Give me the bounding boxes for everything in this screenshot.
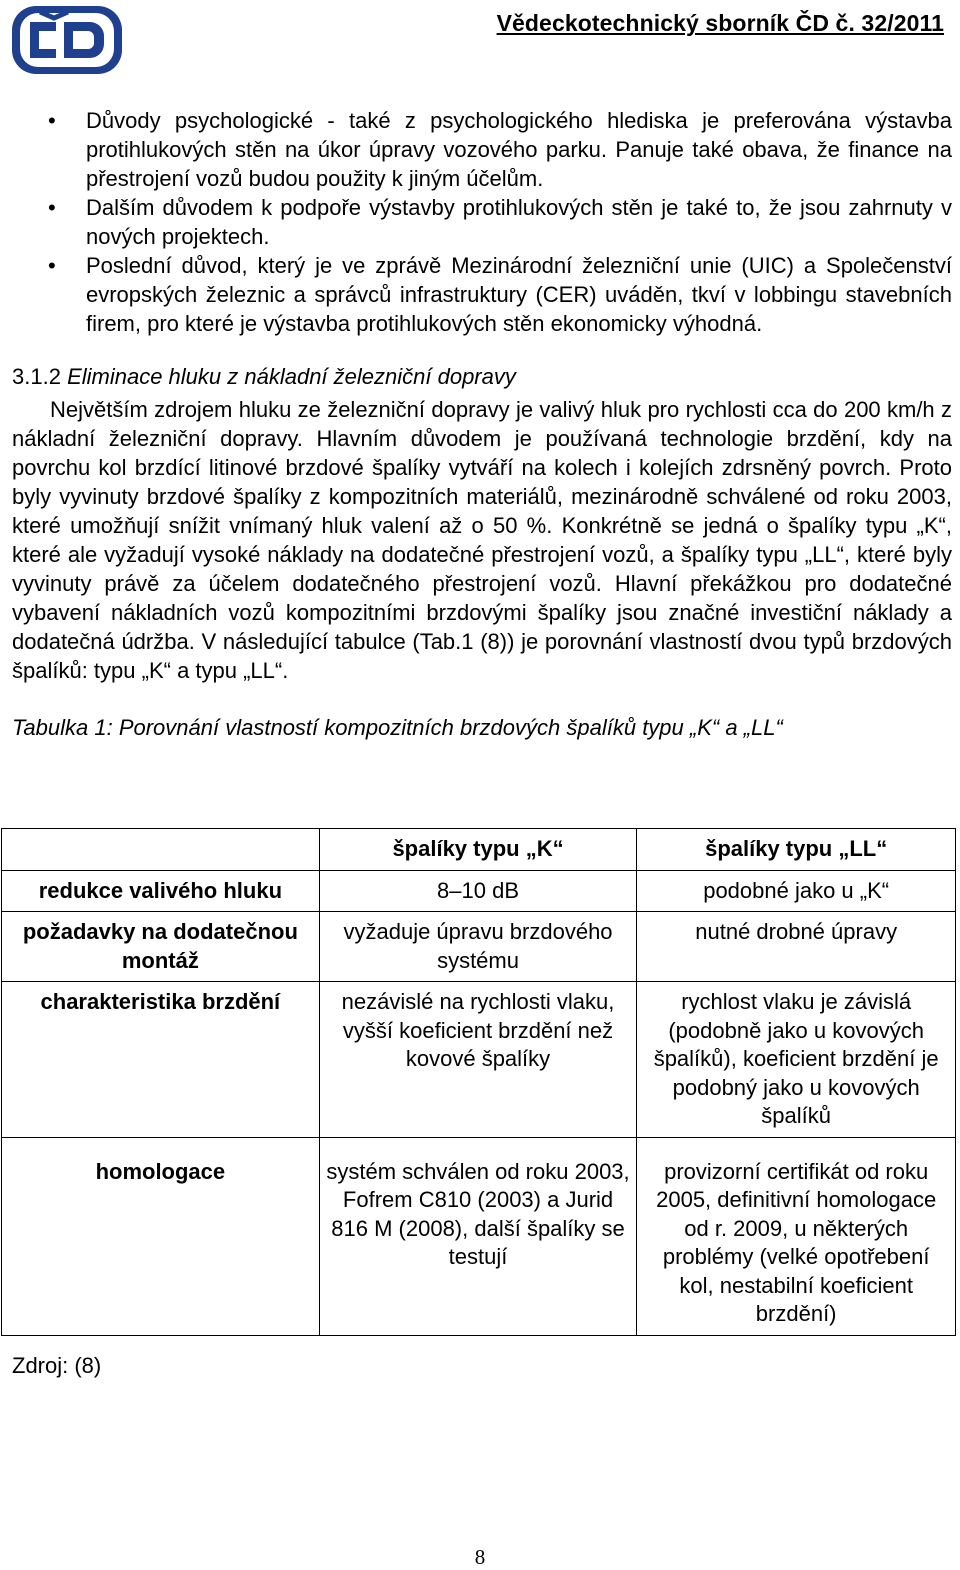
table-source: Zdroj: (8) xyxy=(12,1353,102,1378)
table-header-row xyxy=(2,829,956,871)
list-item: • Důvody psychologické - také z psychologického hlediska je preferována výstavba protihlukových stěn na úkor úpravy vozového parku. Panuje také obava, že finance na přestrojení vozů budou použity k jiným účelům. xyxy=(12,106,952,193)
list-item: • Poslední důvod, který je ve zprávě Mezinárodní železniční unie (UIC) a Společenství evropských železnic a správců infrastruktury (CER) uváděn, tkví v lobbingu stavebních firem, pro které je výstavba protihlukových stěn ekonomicky výhodná. xyxy=(12,251,952,338)
table-cell: systém schválen od roku 2003, Fofrem C810 (2003) a Jurid 816 M (2008), další špalíky se testují xyxy=(319,1137,637,1335)
cd-logo-icon xyxy=(10,4,124,76)
table-cell: podobné jako u „K“ xyxy=(637,870,956,912)
table-cell: vyžaduje úpravu brzdového systému xyxy=(319,912,637,982)
section-title: Eliminace hluku z nákladní železniční dopravy xyxy=(67,364,516,389)
page-number: 8 xyxy=(474,1545,486,1569)
journal-title: Vědeckotechnický sborník ČD č. 32/2011 xyxy=(496,10,944,36)
table-row xyxy=(2,982,956,1138)
table-header-cell xyxy=(2,829,320,871)
table-header-cell: špalíky typu „LL“ xyxy=(637,829,956,871)
body-paragraph: Největším zdrojem hluku ze železniční dopravy je valivý hluk pro rychlosti cca do 200 km/h z nákladní železniční dopravy. Hlavním důvodem je používaná technologie brzdění, kdy na povrchu kol brzdící litinové brzdové špalíky vytváří na kolech i kolejích zdrsněný povrch. Proto byly vyvinuty brzdové špalíky z kompozitních materiálů, mezinárodně schválené od roku 2003, které umožňují snížit vnímaný hluk valení až o 50 %. Konkrétně se jedná o špalíky typu „K“, které ale vyžadují vysoké náklady na dodatečné přestrojení vozů, a špalíky typu „LL“, které byly vyvinuty právě za účelem dodatečného přestrojení vozů. Hlavní překážkou pro dodatečné vybavení nákladních vozů kompozitními brzdovými špalíky jsou značné investiční náklady a dodatečná údržba. V následující tabulce (Tab.1 (8)) je porovnání vlastností dvou typů brzdových špalíků: typu „K“ a typu „LL“. xyxy=(12,397,952,683)
table-cell: 8–10 dB xyxy=(319,870,637,912)
table-caption: Tabulka 1: Porovnání vlastností kompozitních brzdových špalíků typu „K“ a „LL“ xyxy=(12,715,783,740)
table-row-header: charakteristika brzdění xyxy=(2,982,320,1138)
table-row xyxy=(2,912,956,982)
table-header-cell: špalíky typu „K“ xyxy=(319,829,637,871)
section-heading xyxy=(12,362,952,391)
table-cell: nezávislé na rychlosti vlaku, vyšší koeficient brzdění než kovové špalíky xyxy=(319,982,637,1138)
table-row xyxy=(2,870,956,912)
comparison-table xyxy=(1,828,956,1336)
table-cell: provizorní certifikát od roku 2005, definitivní homologace od r. 2009, u některých problémy (velké opotřebení kol, nestabilní koeficient brzdění) xyxy=(637,1137,956,1335)
table-row-header: požadavky na dodatečnou montáž xyxy=(2,912,320,982)
table-row-header: homologace xyxy=(2,1137,320,1335)
page-content xyxy=(12,106,952,742)
table-cell: rychlost vlaku je závislá (podobně jako u kovových špalíků), koeficient brzdění je podobný jako u kovových špalíků xyxy=(637,982,956,1138)
list-item: • Dalším důvodem k podpoře výstavby protihlukových stěn je také to, že jsou zahrnuty v nových projektech. xyxy=(12,193,952,251)
section-number: 3.1.2 xyxy=(12,364,61,389)
table-row xyxy=(2,1137,956,1335)
bullet-list xyxy=(12,106,952,338)
table-cell: nutné drobné úpravy xyxy=(637,912,956,982)
table-row-header: redukce valivého hluku xyxy=(2,870,320,912)
